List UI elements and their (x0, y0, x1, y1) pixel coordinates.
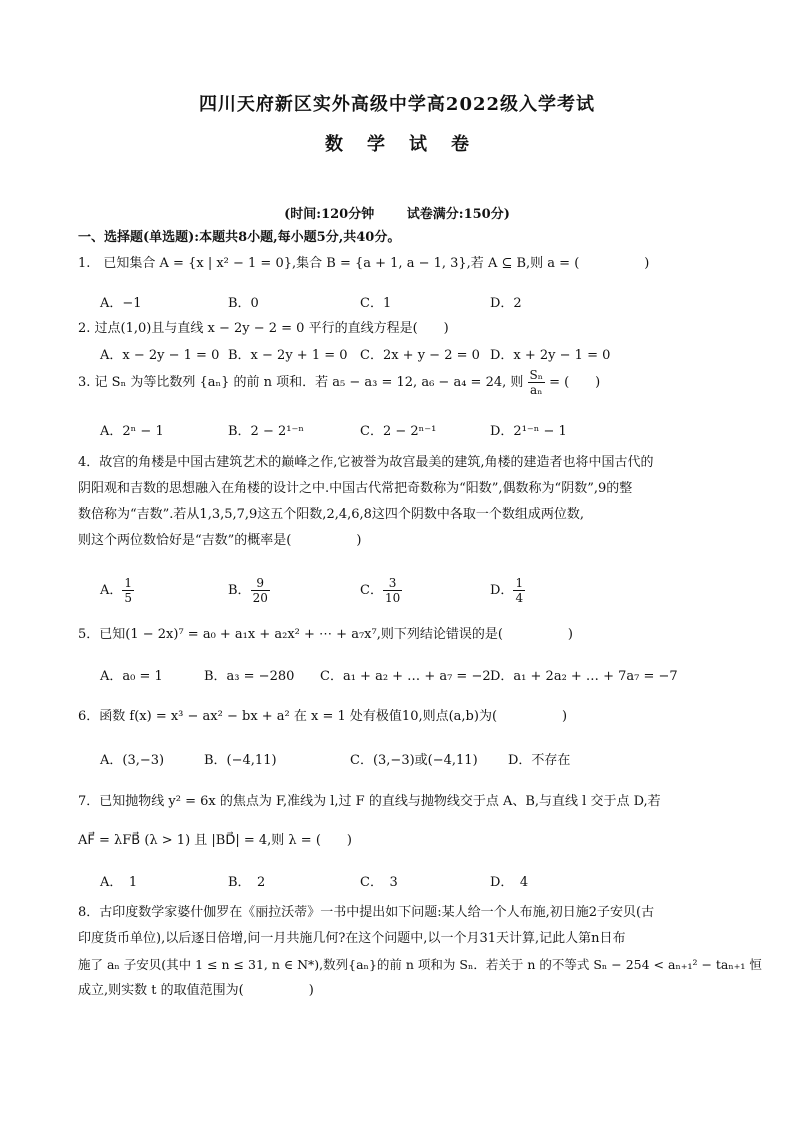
q3-fraction-den: aₙ (530, 383, 543, 397)
q3-option-d: D．2¹⁻ⁿ − 1 (490, 424, 567, 439)
q4-option-c-frac (383, 576, 402, 605)
q4-option-d-frac (513, 576, 525, 605)
q5-stem: 5．已知(1 − 2x)⁷ = a₀ + a₁x + a₂x² + ⋯ + a₇x⁷,则下列结论错误的是( ) (78, 627, 573, 642)
q4-line-4: 则这个两位数恰好是“吉数”的概率是( ) (78, 533, 362, 548)
q6-option-a: A．(3,−3) (100, 753, 165, 768)
q3-stem-b: = ( ) (549, 375, 601, 390)
q2-option-d: D．x + 2y − 1 = 0 (490, 348, 611, 363)
subject-title (0, 130, 794, 156)
q7-stem-line-2: AF⃗ = λFB⃗ (λ > 1) 且 |BD⃗| = 4,则 λ = ( ) (78, 833, 352, 848)
q7-option-d: D． 4 (490, 875, 529, 890)
subject-char-2: 学 (367, 134, 385, 155)
q4-option-b (228, 576, 270, 605)
q4-option-c-num: 3 (383, 576, 402, 591)
q4-option-d-den: 4 (515, 591, 524, 605)
q1-option-d: D．2 (490, 296, 522, 311)
q4-line-2: 阴阳观和吉数的思想融入在角楼的设计之中.中国古代常把奇数称为“阳数”,偶数称为“阴数”,9的整 (78, 481, 633, 496)
q6-option-d: D．不存在 (508, 753, 571, 768)
exam-meta (0, 203, 794, 222)
q7-stem-line-1: 7．已知抛物线 y² = 6x 的焦点为 F,准线为 l,过 F 的直线与抛物线交于点 A、B,与直线 l 交于点 D,若 (78, 794, 661, 809)
section-heading: 一、选择题(单选题):本题共8小题,每小题5分,共40分。 (78, 230, 401, 245)
q3-option-c: C．2 − 2ⁿ⁻¹ (360, 424, 437, 439)
q4-option-a-num: 1 (124, 576, 133, 590)
q8-line-4: 成立,则实数 t 的取值范围为( ) (78, 983, 314, 998)
q4-option-b-frac (251, 576, 270, 605)
q3-option-b: B．2 − 2¹⁻ⁿ (228, 424, 304, 439)
exam-full-score: 试卷满分:150分) (406, 207, 510, 222)
school-title: 四川天府新区实外高级中学高2022级入学考试 (198, 94, 596, 115)
q8-line-1: 8．古印度数学家婆什伽罗在《丽拉沃蒂》一书中提出如下问题:某人给一个人布施,初日施2子安贝(古 (78, 905, 655, 920)
q6-stem: 6．函数 f(x) = x³ − ax² − bx + a² 在 x = 1 处有极值10,则点(a,b)为( ) (78, 709, 568, 724)
q2-stem: 2. 过点(1,0)且与直线 x − 2y − 2 = 0 平行的直线方程是( ) (78, 321, 449, 336)
q7-option-a: A． 1 (100, 875, 138, 890)
q4-option-a-label: A． (100, 583, 123, 598)
q4-option-a (100, 576, 134, 605)
q4-option-c-label: C． (360, 583, 383, 598)
q4-option-b-num: 9 (251, 576, 270, 591)
q4-option-d-num: 1 (515, 576, 524, 590)
q3-stem-a: 3. 记 Sₙ 为等比数列 {aₙ} 的前 n 项和．若 a₅ − a₃ = 12, a₆ − a₄ = 24, 则 (78, 375, 524, 390)
q2-option-c: C．2x + y − 2 = 0 (360, 348, 480, 363)
subject-char-3: 试 (409, 134, 427, 155)
q4-option-a-frac (122, 576, 134, 605)
q6-option-c: C．(3,−3)或(−4,11) (350, 753, 478, 768)
q5-option-c: C．a₁ + a₂ + … + a₇ = −2 (320, 669, 491, 684)
q4-line-1: 4．故宫的角楼是中国古建筑艺术的巅峰之作,它被誉为故宫最美的建筑,角楼的建造者也将中国古代的 (78, 455, 654, 470)
q6-option-b: B．(−4,11) (204, 753, 277, 768)
q4-option-d (490, 576, 525, 605)
q4-line-3: 数倍称为“吉数”.若从1,3,5,7,9这五个阳数,2,4,6,8这四个阴数中各取一个数组成两位数, (78, 507, 585, 522)
q3-stem (78, 366, 600, 400)
q5-option-b: B．a₃ = −280 (204, 669, 295, 684)
q8-line-2: 印度货币单位),以后逐日倍增,问一月共施几何?在这个问题中,以一个月31天计算,记此人第n日布 (78, 931, 626, 946)
q8-line-3: 施了 aₙ 子安贝(其中 1 ≤ n ≤ 31, n ∈ N*),数列{aₙ}的前 n 项和为 Sₙ．若关于 n 的不等式 Sₙ − 254 < aₙ₊₁² − taₙ₊₁ 恒 (78, 957, 762, 972)
q4-option-d-label: D． (490, 583, 514, 598)
q5-option-d: D．a₁ + 2a₂ + … + 7a₇ = −7 (490, 669, 678, 684)
q2-option-a: A．x − 2y − 1 = 0 (100, 348, 220, 363)
q1-option-b: B．0 (228, 296, 259, 311)
q4-option-c-den: 10 (384, 591, 401, 605)
subject-char-1: 数 (325, 134, 343, 155)
q4-option-b-den: 20 (252, 591, 268, 605)
q4-option-c (360, 576, 402, 605)
q8-stem (78, 900, 762, 1004)
subject-char-4: 卷 (451, 134, 469, 155)
q2-option-b: B．x − 2y + 1 = 0 (228, 348, 348, 363)
q5-option-a: A．a₀ = 1 (100, 669, 163, 684)
q1-stem: 1. 已知集合 A = {x | x² − 1 = 0},集合 B = {a + 1, a − 1, 3},若 A ⊆ B,则 a = ( ) (78, 256, 650, 271)
q7-option-b: B． 2 (228, 875, 266, 890)
exam-time: (时间:120分钟 (284, 207, 375, 222)
q4-option-a-den: 5 (124, 591, 133, 605)
q1-option-c: C．1 (360, 296, 392, 311)
q1-option-a: A．−1 (100, 296, 142, 311)
q4-option-b-label: B． (228, 583, 251, 598)
q3-fraction-num: Sₙ (529, 368, 543, 382)
q7-option-c: C． 3 (360, 875, 398, 890)
q3-option-a: A．2ⁿ − 1 (100, 424, 164, 439)
q3-fraction (528, 368, 545, 397)
q4-stem (78, 450, 718, 554)
